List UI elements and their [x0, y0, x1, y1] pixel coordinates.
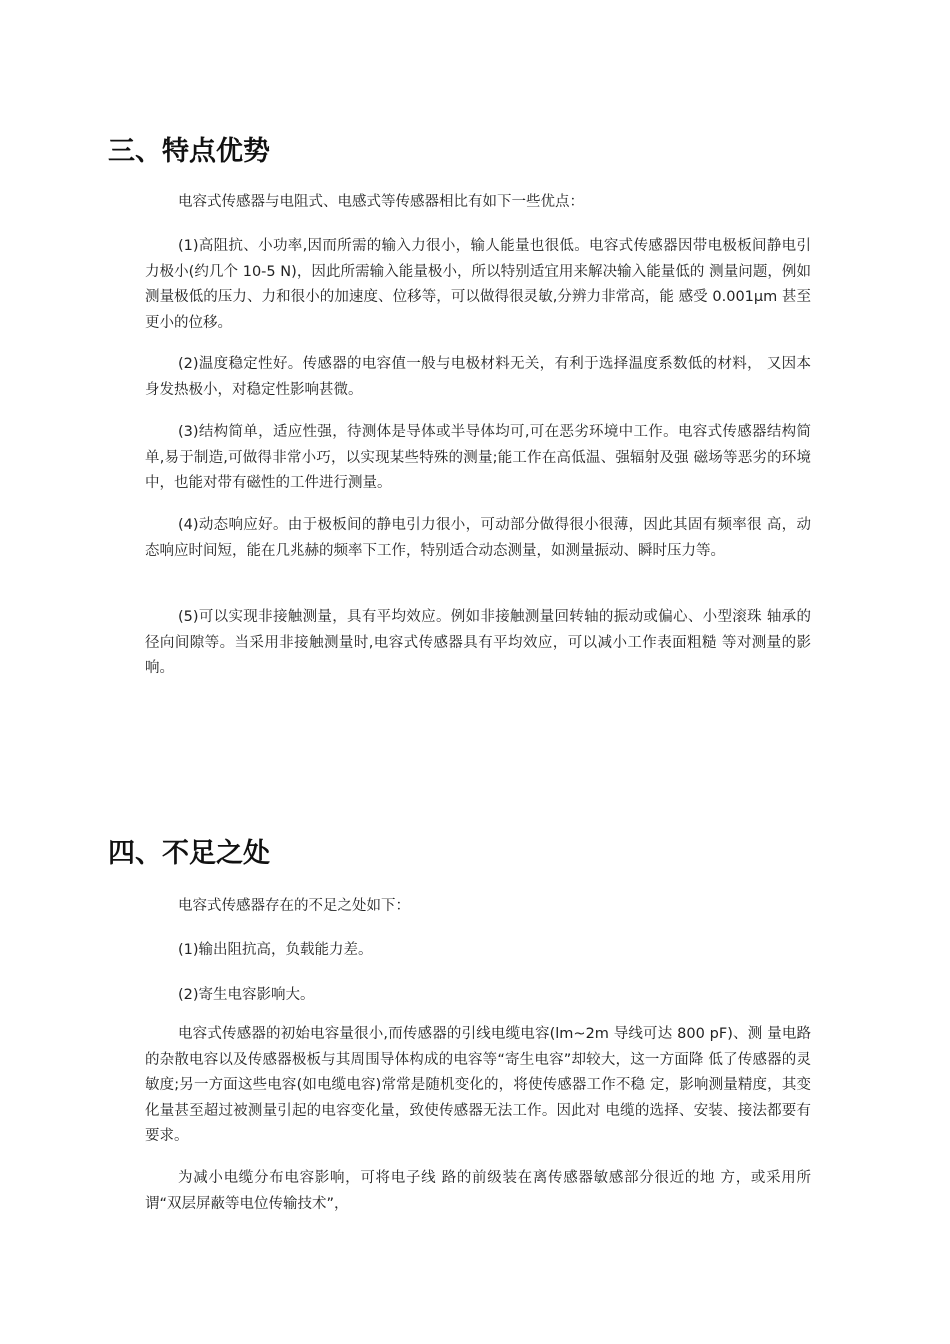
paragraph: (3)结构简单，适应性强，待测体是导体或半导体均可,可在恶劣环境中工作。电容式传感器结构简单,易于制造,可做得非常小巧，以实现某些特殊的测量;能工作在高低温、强辐射及强 磁场等恶劣的环境中，也能对带有磁性的工件进行测量。 — [145, 424, 811, 491]
section-heading-advantages: 三、特点优势 — [108, 136, 270, 167]
parasitic-capacitance-paragraph — [145, 1022, 811, 1150]
advantage-item-4 — [145, 513, 811, 564]
advantage-item-3 — [145, 420, 811, 497]
advantage-item-2 — [145, 352, 811, 403]
advantage-item-1 — [145, 234, 811, 336]
shortcomings-intro — [145, 894, 811, 920]
paragraph: 电容式传感器与电阻式、电感式等传感器相比有如下一些优点： — [178, 194, 584, 210]
paragraph: 为减小电缆分布电容影响，可将电子线 路的前级装在离传感器敏感部分很近的地 方，或采用所谓“双层屏蔽等电位传输技术”， — [145, 1170, 811, 1212]
paragraph: (4)动态响应好。由于极板间的静电引力很小，可动部分做得很小很薄，因此其固有频率很 高，动态响应时间短，能在几兆赫的频率下工作，特别适合动态测量，如测量振动、瞬时压力等。 — [145, 517, 811, 559]
paragraph: (5)可以实现非接触测量，具有平均效应。例如非接触测量回转轴的振动或偏心、小型滚珠 轴承的径向间隙等。当采用非接触测量时,电容式传感器具有平均效应，可以减小工作表面粗糙 等对测量的影响。 — [145, 609, 811, 676]
advantages-intro — [145, 190, 811, 216]
shortcoming-item-1 — [145, 938, 811, 964]
paragraph: (2)温度稳定性好。传感器的电容值一般与电极材料无关，有利于选择温度系数低的材料， 又因本身发热极小，对稳定性影响甚微。 — [145, 356, 811, 398]
paragraph: (1)高阻抗、小功率,因而所需的输入力很小，输人能量也很低。电容式传感器因带电极板间静电引力极小(约几个 10-5 N)，因此所需输入能量极小，所以特别适宜用来解决输入能量低的 测量问题，例如测量极低的压力、力和很小的加速度、位移等，可以做得很灵敏,分辨力非常高，能 感受 0.001μm 甚至更小的位移。 — [145, 238, 811, 331]
paragraph: (1)输出阻抗高，负载能力差。 — [178, 942, 373, 958]
advantage-item-5 — [145, 605, 811, 682]
paragraph: 电容式传感器存在的不足之处如下： — [178, 898, 410, 914]
paragraph: 电容式传感器的初始电容量很小,而传感器的引线电缆电容(lm~2m 导线可达 800 pF)、测 量电路的杂散电容以及传感器极板与其周围导体构成的电容等“寄生电容”却较大，这一方面降 低了传感器的灵敏度;另一方面这些电容(如电缆电容)常常是随机变化的，将使传感器工作不稳 定，影响测量精度，其变化量甚至超过被测量引起的电容变化量，致使传感器无法工作。因此对 电缆的选择、安装、接法都要有要求。 — [145, 1026, 811, 1144]
cable-capacitance-paragraph — [145, 1166, 811, 1217]
shortcoming-item-2 — [145, 983, 811, 1009]
paragraph: (2)寄生电容影响大。 — [178, 987, 315, 1003]
section-heading-shortcomings: 四、不足之处 — [108, 838, 270, 869]
